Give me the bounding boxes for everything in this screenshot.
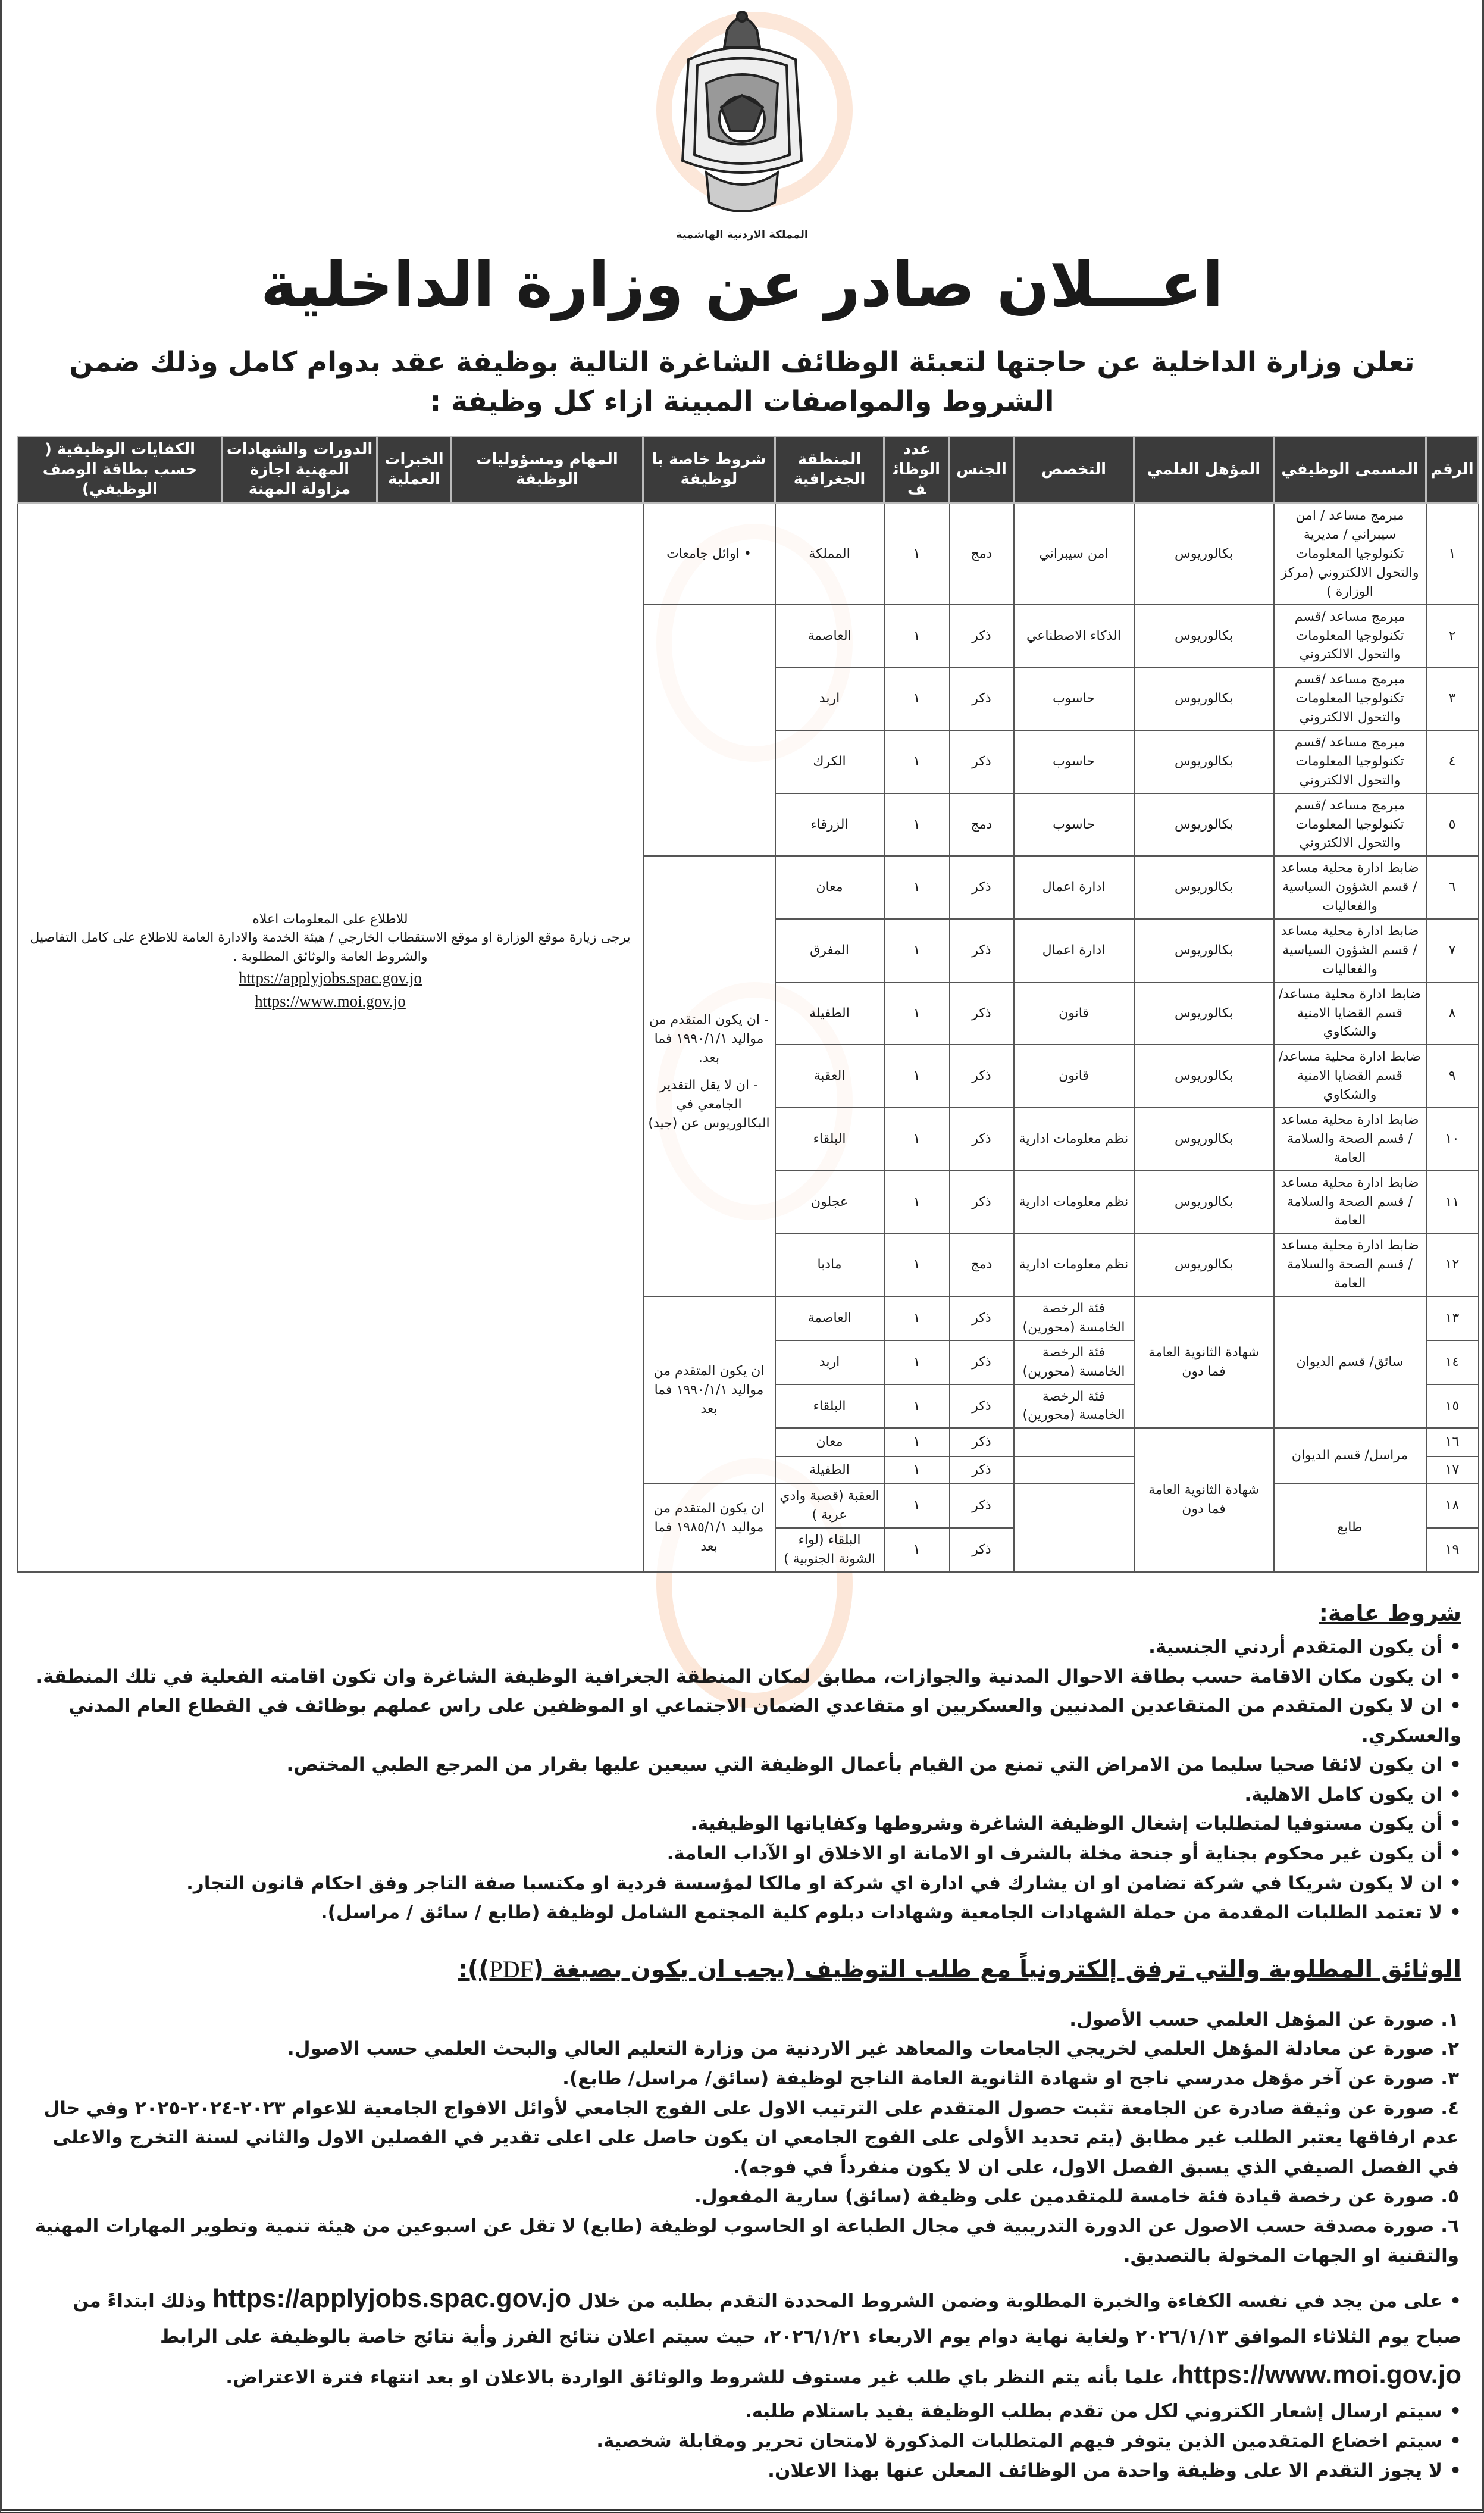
- cell-spec: نظم معلومات ادارية: [1014, 1108, 1134, 1171]
- cell-count: ١: [884, 1340, 950, 1384]
- cell-title: مراسل/ قسم الديوان: [1274, 1428, 1426, 1484]
- cell-spec: ادارة اعمال: [1014, 856, 1134, 919]
- cell-num: ١٨: [1426, 1484, 1479, 1528]
- cell-num: ٤: [1426, 730, 1479, 793]
- list-item: ٤. صورة عن وثيقة صادرة عن الجامعة تثبت حصول المتقدم على الترتيب الاول على الفوج الجامعي لأوائل الافواج الجامعية للاعوام ٢٠٢٣-٢٠٢٤-٢٠٢٥ وفي حال عدم ارفاقها يعتبر الطلب غير مطابق (يتم تحديد الأولى على الفوج الجامعي ان يكون حاصل على اعلى تقدير في الفصلين الاول والثاني لسنة التخرج والاعلى في الفصل الصيفي الذي يسبق الفصل الاول، على ان لا يكون منفرداً في فوجه).: [43, 2097, 1459, 2178]
- cell-num: ١٥: [1426, 1384, 1479, 1429]
- cell-gender: ذكر: [950, 1528, 1014, 1572]
- cell-spec: حاسوب: [1014, 730, 1134, 793]
- cell-gender: دمج: [950, 504, 1014, 605]
- list-item: ٢. صورة عن معادلة المؤهل العلمي لخريجي الجامعات والمعاهد غير الاردنية من وزارة التعليم العالي والبحث العلمي حسب الاصول.: [287, 2038, 1459, 2060]
- cell-gender: ذكر: [950, 919, 1014, 982]
- cell-spec: فئة الرخصة الخامسة (محورين): [1014, 1340, 1134, 1384]
- apply-note-text: ، علما بأنه يتم النظر باي طلب غير مستوف للشروط والوثائق الواردة بالاعلان او بعد انتهاء فترة الاعتراض.: [226, 2366, 1178, 2388]
- list-item: • ان يكون لائقا صحيا سليما من الامراض التي تمنع من القيام بأعمال الوظيفة التي سيعين عليها بقرار من المرجع الطبي المختص.: [23, 1751, 1461, 1780]
- cell-num: ٧: [1426, 919, 1479, 982]
- documents-heading-text: الوثائق المطلوبة والتي ترفق إلكترونياً مع طلب التوظيف (يجب ان يكون بصيغة (: [533, 1955, 1461, 1983]
- column-header: الخبرات العملية: [377, 436, 452, 503]
- info-cell: [18, 504, 643, 1572]
- cell-title: ضابط ادارة محلية مساعد / قسم الشؤون السياسية والفعاليات: [1274, 919, 1426, 982]
- cell-count: ١: [884, 504, 950, 605]
- cell-spec: نظم معلومات ادارية: [1014, 1233, 1134, 1296]
- cell-title: ضابط ادارة محلية مساعد / قسم الصحة والسلامة العامة: [1274, 1233, 1426, 1296]
- apply-text: على من يجد في نفسه الكفاءة والخبرة المطلوبة وضمن الشروط المحددة التقدم بطلبه من خلال: [577, 2290, 1442, 2312]
- cell-region: اربد: [775, 1340, 884, 1384]
- cell-qual: بكالوريوس: [1134, 504, 1274, 605]
- cell-gender: دمج: [950, 793, 1014, 857]
- cell-spec: حاسوب: [1014, 793, 1134, 857]
- cell-num: ٨: [1426, 982, 1479, 1045]
- cell-num: ١: [1426, 504, 1479, 605]
- condition-line: ان يكون المتقدم من مواليد ١٩٩٠/١/١ فما بعد: [653, 1363, 765, 1417]
- cell-qual: بكالوريوس: [1134, 1171, 1274, 1234]
- cell-count: ١: [884, 1456, 950, 1484]
- cell-count: ١: [884, 1233, 950, 1296]
- cell-title: طابع: [1274, 1484, 1426, 1572]
- cell-count: ١: [884, 856, 950, 919]
- cell-count: ١: [884, 730, 950, 793]
- cell-title: مبرمج مساعد /قسم تكنولوجيا المعلومات والتحول الالكتروني: [1274, 793, 1426, 857]
- cell-qual: شهادة الثانوية العامة فما دون: [1134, 1296, 1274, 1428]
- list-item: • أن يكون غير محكوم بجناية أو جنحة مخلة بالشرف او الامانة او الاخلاق او الآداب العامة.: [23, 1839, 1461, 1869]
- cell-title: ضابط ادارة محلية مساعد / قسم الشؤون السياسية والفعاليات: [1274, 856, 1426, 919]
- cell-gender: ذكر: [950, 730, 1014, 793]
- cell-gender: ذكر: [950, 1296, 1014, 1340]
- cell-region: الكرك: [775, 730, 884, 793]
- general-conditions: [17, 1596, 1467, 1928]
- pdf-format: PDF: [489, 1955, 533, 1983]
- cell-count: ١: [884, 1045, 950, 1108]
- cell-num: ٥: [1426, 793, 1479, 857]
- cell-region: العقبة (قصبة وادي عربة ): [775, 1484, 884, 1528]
- cell-gender: ذكر: [950, 667, 1014, 730]
- cell-count: ١: [884, 1108, 950, 1171]
- cell-count: ١: [884, 605, 950, 668]
- list-item: • ان لا يكون شريكا في شركة تضامن او ان يشارك في ادارة اي شركة او مالكا لمؤسسة فردية او مكتسبا صفة التاجر وفق احكام قانون التجار.: [23, 1869, 1461, 1899]
- cell-gender: ذكر: [950, 1428, 1014, 1456]
- jordan-coat-of-arms-icon: [671, 6, 813, 226]
- special-conditions-cell: [643, 1484, 775, 1572]
- cell-region: عجلون: [775, 1171, 884, 1234]
- cell-title: مبرمج مساعد /قسم تكنولوجيا المعلومات والتحول الالكتروني: [1274, 730, 1426, 793]
- bullet-icon: •: [739, 546, 752, 561]
- cell-num: ٦: [1426, 856, 1479, 919]
- cell-count: ١: [884, 982, 950, 1045]
- cell-gender: ذكر: [950, 856, 1014, 919]
- cell-spec: امن سيبراني: [1014, 504, 1134, 605]
- cell-title: مبرمج مساعد /قسم تكنولوجيا المعلومات والتحول الالكتروني: [1274, 667, 1426, 730]
- cell-spec: ادارة اعمال: [1014, 919, 1134, 982]
- cell-gender: ذكر: [950, 1384, 1014, 1429]
- cell-region: العاصمة: [775, 605, 884, 668]
- required-documents: [17, 1952, 1467, 2486]
- special-conditions-cell: [643, 1296, 775, 1484]
- condition-line: - ان لا يقل التقدير الجامعي في البكالوريوس عن (جيد): [648, 1078, 770, 1131]
- special-conditions-cell: [643, 504, 775, 605]
- cell-qual: بكالوريوس: [1134, 793, 1274, 857]
- cell-num: ٢: [1426, 605, 1479, 668]
- cell-qual: بكالوريوس: [1134, 667, 1274, 730]
- list-item: • أن يكون مستوفيا لمتطلبات إشغال الوظيفة الشاغرة وشروطها وكفاياتها الوظيفية.: [23, 1809, 1461, 1839]
- column-header: المنطقة الجغرافية: [775, 436, 884, 503]
- cell-count: ١: [884, 1428, 950, 1456]
- cell-region: العقبة: [775, 1045, 884, 1108]
- cell-qual: بكالوريوس: [1134, 982, 1274, 1045]
- cell-num: ٣: [1426, 667, 1479, 730]
- cell-num: ٩: [1426, 1045, 1479, 1108]
- cell-qual: شهادة الثانوية العامة فما دون: [1134, 1428, 1274, 1572]
- cell-spec: نظم معلومات ادارية: [1014, 1171, 1134, 1234]
- list-item: • ان يكون كامل الاهلية.: [23, 1780, 1461, 1810]
- documents-heading-end: )):: [458, 1955, 490, 1983]
- cell-gender: ذكر: [950, 1108, 1014, 1171]
- cell-gender: ذكر: [950, 1340, 1014, 1384]
- cell-num: ١٢: [1426, 1233, 1479, 1296]
- cell-spec: قانون: [1014, 982, 1134, 1045]
- cell-count: ١: [884, 1528, 950, 1572]
- info-link[interactable]: [22, 990, 639, 1013]
- cell-spec: قانون: [1014, 1045, 1134, 1108]
- page-subtitle: تعلن وزارة الداخلية عن حاجتها لتعبئة الوظائف الشاغرة التالية بوظيفة عقد بدوام كامل وذلك ضمن الشروط والمواصفات المبينة ازاء كل وظيفة :: [69, 346, 1415, 418]
- info-link-text[interactable]: https://www.moi.gov.jo: [255, 992, 406, 1011]
- cell-region: الزرقاء: [775, 793, 884, 857]
- cell-count: ١: [884, 1296, 950, 1340]
- cell-title: مبرمج مساعد / امن سيبراني / مديرية تكنولوجيا المعلومات والتحول الالكتروني (مركز الوزارة ): [1274, 504, 1426, 605]
- cell-region: البلقاء (لواء الشونة الجنوبية ): [775, 1528, 884, 1572]
- cell-count: ١: [884, 1171, 950, 1234]
- list-item: ٥. صورة عن رخصة قيادة فئة خامسة للمتقدمين على وظيفة (سائق) سارية المفعول.: [694, 2186, 1459, 2208]
- cell-title: ضابط ادارة محلية مساعد / قسم الصحة والسلامة العامة: [1274, 1108, 1426, 1171]
- moi-link[interactable]: https://www.moi.gov.jo: [1178, 2359, 1461, 2389]
- cell-qual: بكالوريوس: [1134, 1108, 1274, 1171]
- cell-spec: [1014, 1456, 1134, 1484]
- cell-region: البلقاء: [775, 1384, 884, 1429]
- cell-region: معان: [775, 856, 884, 919]
- cell-gender: ذكر: [950, 982, 1014, 1045]
- cell-region: العاصمة: [775, 1296, 884, 1340]
- cell-qual: بكالوريوس: [1134, 730, 1274, 793]
- cell-qual: بكالوريوس: [1134, 1233, 1274, 1296]
- cell-title: مبرمج مساعد /قسم تكنولوجيا المعلومات والتحول الالكتروني: [1274, 605, 1426, 668]
- cell-region: مادبا: [775, 1233, 884, 1296]
- cell-num: ١٦: [1426, 1428, 1479, 1456]
- cell-region: البلقاء: [775, 1108, 884, 1171]
- info-text: يرجى زيارة موقع الوزارة او موقع الاستقطاب الخارجي / هيئة الخدمة والادارة العامة للاطلاع على كامل التفاصيل والشروط العامة والوثائق المطلوبة .: [30, 930, 631, 965]
- cell-gender: دمج: [950, 1233, 1014, 1296]
- cell-qual: بكالوريوس: [1134, 856, 1274, 919]
- cell-gender: ذكر: [950, 1045, 1014, 1108]
- list-item: • ان يكون مكان الاقامة حسب بطاقة الاحوال المدنية والجوازات، مطابق لمكان المنطقة الجغرافية الوظيفة الشاغرة وان تكون اقامته الفعلية في تلك المنطقة.: [23, 1662, 1461, 1692]
- application-instructions: [23, 2277, 1461, 2397]
- documents-heading: [23, 1952, 1461, 1987]
- column-header: الجنس: [950, 436, 1014, 503]
- list-item: • أن يكون المتقدم أردني الجنسية.: [23, 1633, 1461, 1662]
- cell-spec: الذكاء الاصطناعي: [1014, 605, 1134, 668]
- apply-dates-text: وذلك ابتداءً من صباح يوم الثلاثاء الموافق ٢٠٢٦/١/١٣ ولغاية نهاية دوام يوم الاربعاء ٢٠٢٦/١/٢١، حيث سيتم اعلان نتائج الفرز وأية نتائج خاصة بالوظيفة على الرابط: [73, 2290, 1461, 2348]
- cell-num: ١٩: [1426, 1528, 1479, 1572]
- cell-count: ١: [884, 1484, 950, 1528]
- special-conditions-cell: [643, 605, 775, 857]
- cell-spec: [1014, 1428, 1134, 1456]
- condition-line: اوائل جامعات: [666, 546, 740, 561]
- cell-region: الطفيلة: [775, 982, 884, 1045]
- cell-gender: ذكر: [950, 605, 1014, 668]
- cell-count: ١: [884, 919, 950, 982]
- cell-spec: فئة الرخصة الخامسة (محورين): [1014, 1384, 1134, 1429]
- cell-qual: بكالوريوس: [1134, 605, 1274, 668]
- cell-title: ضابط ادارة محلية مساعد/قسم القضايا الامنية والشكاوي: [1274, 982, 1426, 1045]
- cell-region: معان: [775, 1428, 884, 1456]
- cell-gender: ذكر: [950, 1484, 1014, 1528]
- cell-title: ضابط ادارة محلية مساعد / قسم الصحة والسلامة العامة: [1274, 1171, 1426, 1234]
- info-text: للاطلاع على المعلومات اعلاه: [252, 911, 408, 927]
- cell-num: ١٠: [1426, 1108, 1479, 1171]
- list-item: • ان لا يكون المتقدم من المتقاعدين المدنيين والعسكريين او متقاعدي الضمان الاجتماعي او الموظفين على راس عملهم بوظائف في القطاع العام المدني والعسكري.: [23, 1692, 1461, 1751]
- cell-title: ضابط ادارة محلية مساعد/قسم القضايا الامنية والشكاوي: [1274, 1045, 1426, 1108]
- cell-gender: ذكر: [950, 1456, 1014, 1484]
- cell-qual: بكالوريوس: [1134, 919, 1274, 982]
- list-item: ٦. صورة مصدقة حسب الاصول عن الدورة التدريبية في مجال الطباعة او الحاسوب لوظيفة (طابع) لا تقل عن اسبوعين من هيئة تنمية وتطوير المهارات المهنية والتقنية او الجهات المخولة بالتصديق.: [35, 2215, 1459, 2267]
- cell-num: ١١: [1426, 1171, 1479, 1234]
- general-conditions-heading: شروط عامة:: [1319, 1599, 1461, 1626]
- condition-line: - ان يكون المتقدم من مواليد ١٩٩٠/١/١ فما بعد.: [649, 1012, 769, 1066]
- cell-gender: ذكر: [950, 1171, 1014, 1234]
- list-item: ١. صورة عن المؤهل العلمي حسب الأصول.: [1069, 2008, 1459, 2030]
- cell-region: اربد: [775, 667, 884, 730]
- cell-num: ١٣: [1426, 1296, 1479, 1340]
- column-header: المؤهل العلمي: [1134, 436, 1274, 503]
- column-header: شروط خاصة با لوظيفة: [643, 436, 775, 503]
- special-conditions-cell: [643, 856, 775, 1296]
- table-header-row: [18, 436, 1479, 503]
- list-item: • سيتم اخضاع المتقدمين الذين يتوفر فيهم المتطلبات المذكورة لامتحان تحرير ومقابلة شخصية.: [23, 2427, 1461, 2456]
- cell-count: ١: [884, 793, 950, 857]
- column-header: عدد الوظائف: [884, 436, 950, 503]
- jobs-table: [17, 436, 1479, 1573]
- column-header: الرقم: [1426, 436, 1479, 503]
- cell-region: المملكة: [775, 504, 884, 605]
- condition-line: ان يكون المتقدم من مواليد ١٩٨٥/١/١ فما بعد: [653, 1501, 765, 1555]
- column-header: المسمى الوظيفي: [1274, 436, 1426, 503]
- kingdom-label: المملكة الاردنية الهاشمية: [675, 229, 809, 241]
- table-row: [18, 504, 1479, 605]
- apply-link[interactable]: https://applyjobs.spac.gov.jo: [212, 2284, 572, 2314]
- cell-title: سائق/ قسم الديوان: [1274, 1296, 1426, 1428]
- page-title: اعـــلان صادر عن وزارة الداخلية: [260, 248, 1224, 321]
- info-link-text[interactable]: https://applyjobs.spac.gov.jo: [239, 969, 422, 987]
- column-header: الكفايات الوظيفية ( حسب بطاقة الوصف الوظيفي): [18, 436, 223, 503]
- list-item: • لا يجوز التقدم الا على وظيفة واحدة من الوظائف المعلن عنها بهذا الاعلان.: [23, 2456, 1461, 2486]
- cell-spec: حاسوب: [1014, 667, 1134, 730]
- cell-num: ١٤: [1426, 1340, 1479, 1384]
- cell-count: ١: [884, 667, 950, 730]
- column-header: التخصص: [1014, 436, 1134, 503]
- cell-spec: [1014, 1484, 1134, 1572]
- list-item: • سيتم ارسال إشعار الكتروني لكل من تقدم بطلب الوظيفة يفيد باستلام طلبه.: [23, 2397, 1461, 2427]
- list-item: • لا تعتمد الطلبات المقدمة من حملة الشهادات الجامعية وشهادات دبلوم كلية المجتمع الشامل لوظيفة (طابع / سائق / مراسل).: [23, 1898, 1461, 1928]
- cell-qual: بكالوريوس: [1134, 1045, 1274, 1108]
- cell-num: ١٧: [1426, 1456, 1479, 1484]
- cell-count: ١: [884, 1384, 950, 1429]
- column-header: المهام ومسؤوليات الوظيفة: [452, 436, 643, 503]
- cell-region: الطفيلة: [775, 1456, 884, 1484]
- cell-spec: فئة الرخصة الخامسة (محورين): [1014, 1296, 1134, 1340]
- cell-region: المفرق: [775, 919, 884, 982]
- column-header: الدورات والشهادات المهنية اجازة مزاولة المهنة: [223, 436, 377, 503]
- info-link[interactable]: [22, 967, 639, 990]
- list-item: ٣. صورة عن آخر مؤهل مدرسي ناجح او شهادة الثانوية العامة الناجح لوظيفة (سائق/ مراسل/ طابع).: [562, 2068, 1459, 2090]
